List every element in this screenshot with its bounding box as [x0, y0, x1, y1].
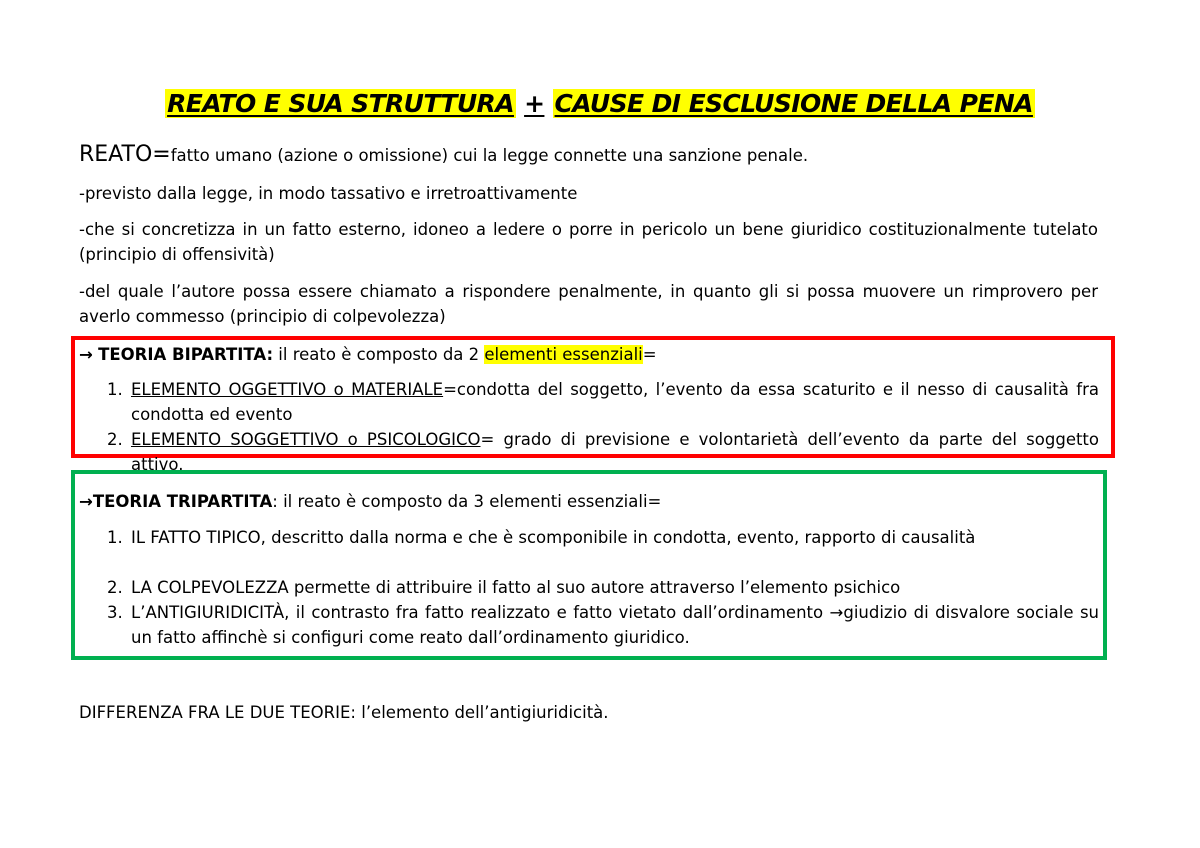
bipartita-text-after: =	[642, 345, 657, 364]
list-number: 2.	[107, 430, 123, 449]
definition-paragraph	[79, 142, 1098, 168]
tripartita-heading-line	[79, 489, 1098, 514]
point-3: -del quale l’autore possa essere chiamato a rispondere penalmente, in quanto gli si possa muovere un rimprovero per averlo commesso (principio di colpevolezza)	[79, 282, 1098, 326]
definition-text: fatto umano (azione o omissione) cui la legge connette una sanzione penale.	[170, 146, 809, 165]
document-title	[0, 85, 1200, 123]
point-2: -che si concretizza in un fatto esterno, idoneo a ledere o porre in pericolo un bene giuridico costituzionalmente tutelato (principio di offensività)	[79, 220, 1098, 264]
bipartita-item-1	[107, 377, 1099, 427]
difference-statement: DIFFERENZA FRA LE DUE TEORIE: l’elemento dell’antigiuridicità.	[79, 703, 609, 722]
list-number: 1.	[107, 528, 123, 547]
title-plus: +	[524, 89, 545, 118]
title-part-2: CAUSE DI ESCLUSIONE DELLA PENA	[554, 89, 1033, 118]
item-text: L’ANTIGIURIDICITÀ, il contrasto fra fatto realizzato e fatto vietato dall’ordinamento →giudizio di disvalore sociale su un fatto affinchè si configuri come reato dall’ordinamento giuridico.	[131, 603, 1099, 647]
list-number: 2.	[107, 578, 123, 597]
bipartita-highlight: elementi essenziali	[484, 345, 643, 364]
arrow-right-icon: →	[79, 345, 93, 364]
title-part-1: REATO E SUA STRUTTURA	[167, 89, 514, 118]
arrow-right-icon: →	[79, 492, 93, 511]
bipartita-heading: TEORIA BIPARTITA:	[98, 345, 274, 364]
definition-term: REATO=	[79, 142, 171, 167]
item-text: IL FATTO TIPICO, descritto dalla norma e che è scomponibile in condotta, evento, rapporto di causalità	[131, 528, 976, 547]
list-number: 1.	[107, 380, 123, 399]
tripartita-text: : il reato è composto da 3 elementi essenziali=	[272, 492, 662, 511]
bipartita-text-before: il reato è composto da 2	[273, 345, 485, 364]
bipartita-heading-line	[79, 342, 1098, 367]
list-number: 3.	[107, 603, 123, 622]
point-1: -previsto dalla legge, in modo tassativo e irretroattivamente	[79, 184, 578, 203]
item-text: LA COLPEVOLEZZA permette di attribuire il fatto al suo autore attraverso l’elemento psichico	[131, 578, 901, 597]
tripartita-item-2	[107, 575, 1099, 600]
tripartita-heading: TEORIA TRIPARTITA	[92, 492, 273, 511]
item-label: ELEMENTO OGGETTIVO o MATERIALE	[131, 380, 444, 399]
item-label: ELEMENTO SOGGETTIVO o PSICOLOGICO	[131, 430, 481, 449]
tripartita-item-3	[107, 600, 1099, 650]
item-text: = grado di previsione e volontarietà dell’evento da parte del soggetto attivo.	[131, 430, 1099, 473]
tripartita-item-1	[107, 525, 1099, 550]
item-text: =condotta del soggetto, l’evento da essa scaturito e il nesso di causalità fra condotta ed evento	[131, 380, 1099, 424]
bipartita-item-2	[107, 427, 1099, 473]
